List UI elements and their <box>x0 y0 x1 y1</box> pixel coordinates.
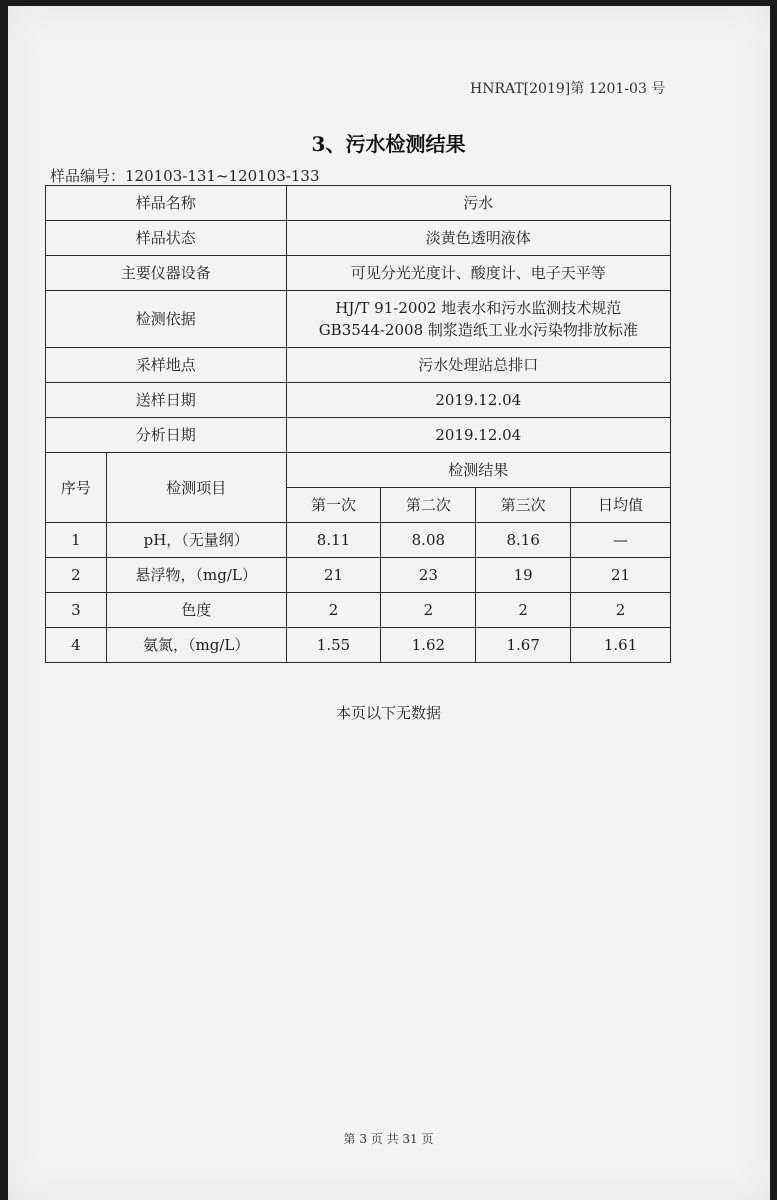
section-title: 3、污水检测结果 <box>311 132 466 156</box>
info-label: 检测依据 <box>46 291 287 348</box>
info-row <box>46 291 671 348</box>
row-item: 色度 <box>106 593 286 628</box>
info-label: 主要仪器设备 <box>46 256 287 291</box>
info-label: 样品名称 <box>46 186 287 221</box>
row-index: 4 <box>46 628 107 663</box>
document-number: HNRAT[2019]第 1201-03 号 <box>470 81 666 97</box>
info-label: 送样日期 <box>46 383 287 418</box>
row-index: 1 <box>46 523 107 558</box>
table-row <box>46 628 671 663</box>
page-number: 第 3 页 共 31 页 <box>343 1132 434 1146</box>
table-row <box>46 593 671 628</box>
info-row <box>46 186 671 221</box>
sample-number: 样品编号：120103-131~120103-133 <box>50 167 320 185</box>
row-average: — <box>571 523 671 558</box>
results-header-row <box>46 453 671 488</box>
info-row <box>46 256 671 291</box>
header-second: 第二次 <box>381 488 476 523</box>
row-index: 2 <box>46 558 107 593</box>
info-row <box>46 418 671 453</box>
row-value-2: 8.08 <box>381 523 476 558</box>
row-index: 3 <box>46 593 107 628</box>
results-table <box>45 185 671 663</box>
row-value-2: 1.62 <box>381 628 476 663</box>
row-value-1: 21 <box>286 558 381 593</box>
row-value-3: 19 <box>476 558 571 593</box>
info-row <box>46 383 671 418</box>
header-daily-average: 日均值 <box>571 488 671 523</box>
header-results-group: 检测结果 <box>286 453 670 488</box>
info-value: 污水处理站总排口 <box>286 348 670 383</box>
info-value: 2019.12.04 <box>286 383 670 418</box>
row-value-2: 2 <box>381 593 476 628</box>
row-item: pH，（无量纲） <box>106 523 286 558</box>
end-of-data-note: 本页以下无数据 <box>335 704 441 722</box>
header-first: 第一次 <box>286 488 381 523</box>
header-third: 第三次 <box>476 488 571 523</box>
row-average: 2 <box>571 593 671 628</box>
row-value-3: 2 <box>476 593 571 628</box>
row-item: 氨氮，（mg/L） <box>106 628 286 663</box>
info-row <box>46 221 671 256</box>
info-value: 可见分光光度计、酸度计、电子天平等 <box>286 256 670 291</box>
info-label: 分析日期 <box>46 418 287 453</box>
info-value: 2019.12.04 <box>286 418 670 453</box>
table-row <box>46 558 671 593</box>
header-item: 检测项目 <box>106 453 286 523</box>
row-item: 悬浮物，（mg/L） <box>106 558 286 593</box>
row-value-1: 8.11 <box>286 523 381 558</box>
header-index: 序号 <box>46 453 107 523</box>
info-value <box>286 291 670 348</box>
standard-line: GB3544-2008 制浆造纸工业水污染物排放标准 <box>318 321 638 339</box>
info-value: 淡黄色透明液体 <box>286 221 670 256</box>
info-value: 污水 <box>286 186 670 221</box>
standard-line: HJ/T 91-2002 地表水和污水监测技术规范 <box>335 299 622 317</box>
row-value-2: 23 <box>381 558 476 593</box>
row-average: 21 <box>571 558 671 593</box>
row-value-3: 8.16 <box>476 523 571 558</box>
info-label: 样品状态 <box>46 221 287 256</box>
row-value-1: 1.55 <box>286 628 381 663</box>
row-value-1: 2 <box>286 593 381 628</box>
row-value-3: 1.67 <box>476 628 571 663</box>
row-average: 1.61 <box>571 628 671 663</box>
info-label: 采样地点 <box>46 348 287 383</box>
info-row <box>46 348 671 383</box>
table-row <box>46 523 671 558</box>
